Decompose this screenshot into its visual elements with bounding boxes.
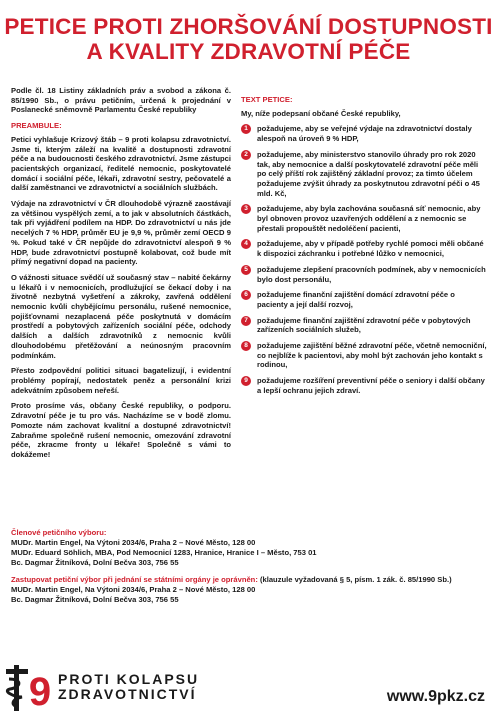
- number-badge-icon: 6: [241, 290, 251, 300]
- committee-member: MUDr. Eduard Söhlich, MBA, Pod Nemocnicí 1283, Hranice, Hranice I – Město, 753 01: [11, 548, 317, 557]
- request-text: požadujeme, aby byla zachována současná síť nemocnic, aby byl obnoven provoz uzavřených oddělení a z nemocnic se přestali propouštět nedoléčení pacienti,: [257, 204, 481, 233]
- number-badge-icon: 8: [241, 341, 251, 351]
- page-title: [0, 14, 497, 64]
- legal-intro: Podle čl. 18 Listiny základních práv a svobod a zákona č. 85/1990 Sb., o právu petičním, určená k projednání v Poslanecké sněmovně Parlamentu České republiky: [11, 86, 231, 115]
- request-item: [241, 265, 487, 284]
- representative: MUDr. Martin Engel, Na Výtoni 2034/6, Praha 2 – Nové Město, 128 00: [11, 585, 256, 594]
- preamble-heading: PREAMBULE:: [11, 121, 62, 131]
- request-text: požadujeme finanční zajištění zdravotní péče v pobytových zařízeních sociálních služeb,: [257, 315, 471, 335]
- number-badge-icon: 3: [241, 204, 251, 214]
- petition-intro: My, níže podepsaní občané České republiky,: [241, 108, 401, 118]
- request-text: požadujeme zajištění běžné zdravotní péče, včetně nemocniční, co nejblíže k pacientovi, aby mohl být zachován jeho kontakt s rodinou,: [257, 341, 487, 370]
- committee-member: Bc. Dagmar Žitníková, Dolní Bečva 303, 756 55: [11, 558, 179, 567]
- request-item: [241, 341, 487, 370]
- petition-text-heading: TEXT PETICE:: [241, 95, 293, 104]
- preamble-paragraph: Přesto zodpovědní politici situaci bagatelizují, i evidentní problémy popírají, nedostatek peněz a personální krizi adekvátním způsobem neřeší.: [11, 366, 231, 395]
- number-badge-icon: 5: [241, 265, 251, 275]
- request-item: [241, 150, 487, 199]
- logo-wordmark: [58, 672, 199, 702]
- number-badge-icon: 7: [241, 316, 251, 326]
- representatives-heading-line: [11, 575, 491, 585]
- request-item: [241, 290, 487, 309]
- request-text: požadujeme zlepšení pracovních podmínek, aby v nemocnicích bylo dost personálu,: [257, 264, 486, 284]
- committee-member: MUDr. Martin Engel, Na Výtoni 2034/6, Praha 2 – Nové Město, 128 00: [11, 538, 256, 547]
- left-column: [11, 86, 231, 466]
- request-text: požadujeme finanční zajištění domácí zdravotní péče o pacienty a její další rozvoj,: [257, 290, 455, 309]
- number-badge-icon: 9: [241, 376, 251, 386]
- committee-heading: Členové petičního výboru:: [11, 528, 107, 537]
- preamble-paragraph: Petici vyhlašuje Krizový štáb – 9 proti kolapsu zdravotnictví. Jsme ti, kterým záleží na kvalitě a dostupnosti zdravotní péče a na budoucnosti českého zdravotnictví. Jsme zástupci pacientských organizací, ředitelé nemocnic, poskytovatelé domácí i sociální péče, lékaři, zdravotní sestry, pečovatelé a další zaměstnanci ve zdravotnictví a sociálních službách.: [11, 134, 231, 193]
- logo-number: 9: [28, 670, 52, 713]
- request-text: požadujeme, aby se veřejné výdaje na zdravotnictví dostaly alespoň na úroveň 9 % HDP,: [257, 124, 472, 144]
- request-item: [241, 239, 487, 258]
- footer: [0, 658, 497, 720]
- request-item: [241, 376, 487, 395]
- preamble-paragraph: Výdaje na zdravotnictví v ČR dlouhodobě výrazně zaostávají za většinou vyspělých zemí, a to jak v absolutních částkách, tak při vyjádření podílem na HDP. Do zdravotnictví u nás jde necelých 7 % HDP, průměr EU je 9,9 %, průměr zemí OECD 9 %. Pokud také v ČR nepůjde do zdravotnictví alespoň 9 % HDP, bude zdravotnictví postupně kolabovat, což bude mít přímý negativní dopad na pacienty.: [11, 199, 231, 267]
- caduceus-logo-icon: [4, 663, 54, 713]
- request-item: [241, 124, 487, 143]
- preamble-paragraph: O vážnosti situace svědčí už současný stav – nabité čekárny u lékařů i v nemocnicích, prodlužující se čekací doby i na životně nezbytná vyšetření a zákroky, zavřená oddělení nemocnic kvůli chybějícímu personálu, rušené nemocnice, pojišťovnami nezaplacená péče poskytnutá v domácím prostředí a pobytových zařízeních sociální péče, odchody dalších a dalších zdravotníků z nemocnic kvůli dlouhodobému přetěžování a neúnosným pracovním podmínkám.: [11, 272, 231, 360]
- representatives-heading: Zastupovat petiční výbor při jednání se státními orgány je oprávněn:: [11, 575, 258, 584]
- preamble-paragraph: Proto prosíme vás, občany České republiky, o podporu. Zdravotní péče je tu pro vás. Nacházíme se v bodě zlomu. Pomozte nám zachovat kvalitní a dostupné zdravotnictví! Zabraňme společně rušení nemocnic, omezování zdravotní péče, zkracme fronty u lékaře! Společně s vámi to dokážeme!: [11, 401, 231, 459]
- title-line-1: PETICE PROTI ZHORŠOVÁNÍ DOSTUPNOSTI: [4, 14, 493, 39]
- number-badge-icon: 2: [241, 150, 251, 160]
- website-link[interactable]: www.9pkz.cz: [386, 688, 485, 705]
- request-item: [241, 316, 487, 335]
- logo-line-1: PROTI KOLAPSU: [58, 671, 200, 687]
- request-item: [241, 204, 487, 233]
- right-column: [241, 95, 487, 402]
- representative: Bc. Dagmar Žitníková, Dolní Bečva 303, 756 55: [11, 595, 179, 604]
- title-line-2: A KVALITY ZDRAVOTNÍ PÉČE: [86, 39, 411, 64]
- request-text: požadujeme, aby ministerstvo stanovilo úhrady pro rok 2020 tak, aby nemocnice a další poskytovatelé zdravotní péče měli po celý příští rok zajištěný základní provoz; za timto účelem požadujeme zvýšit úhrady za poskytnutou zdravotní péči o 45 mld. Kč,: [257, 149, 480, 198]
- number-badge-icon: 4: [241, 239, 251, 249]
- request-text: požadujeme, aby v případě potřeby rychlé pomoci měli občané k dispozici záchranku i potřebné lůžko v nemocnici,: [257, 239, 484, 259]
- number-badge-icon: 1: [241, 124, 251, 134]
- petition-committee: [11, 528, 491, 605]
- logo-line-2: ZDRAVOTNICTVÍ: [58, 686, 197, 702]
- representatives-note: (klauzule vyžadovaná § 5, písm. 1 zák. č. 85/1990 Sb.): [257, 575, 452, 584]
- request-text: požadujeme rozšíření preventivní péče o seniory i další občany a lepší ochranu jejich zdraví.: [257, 376, 485, 395]
